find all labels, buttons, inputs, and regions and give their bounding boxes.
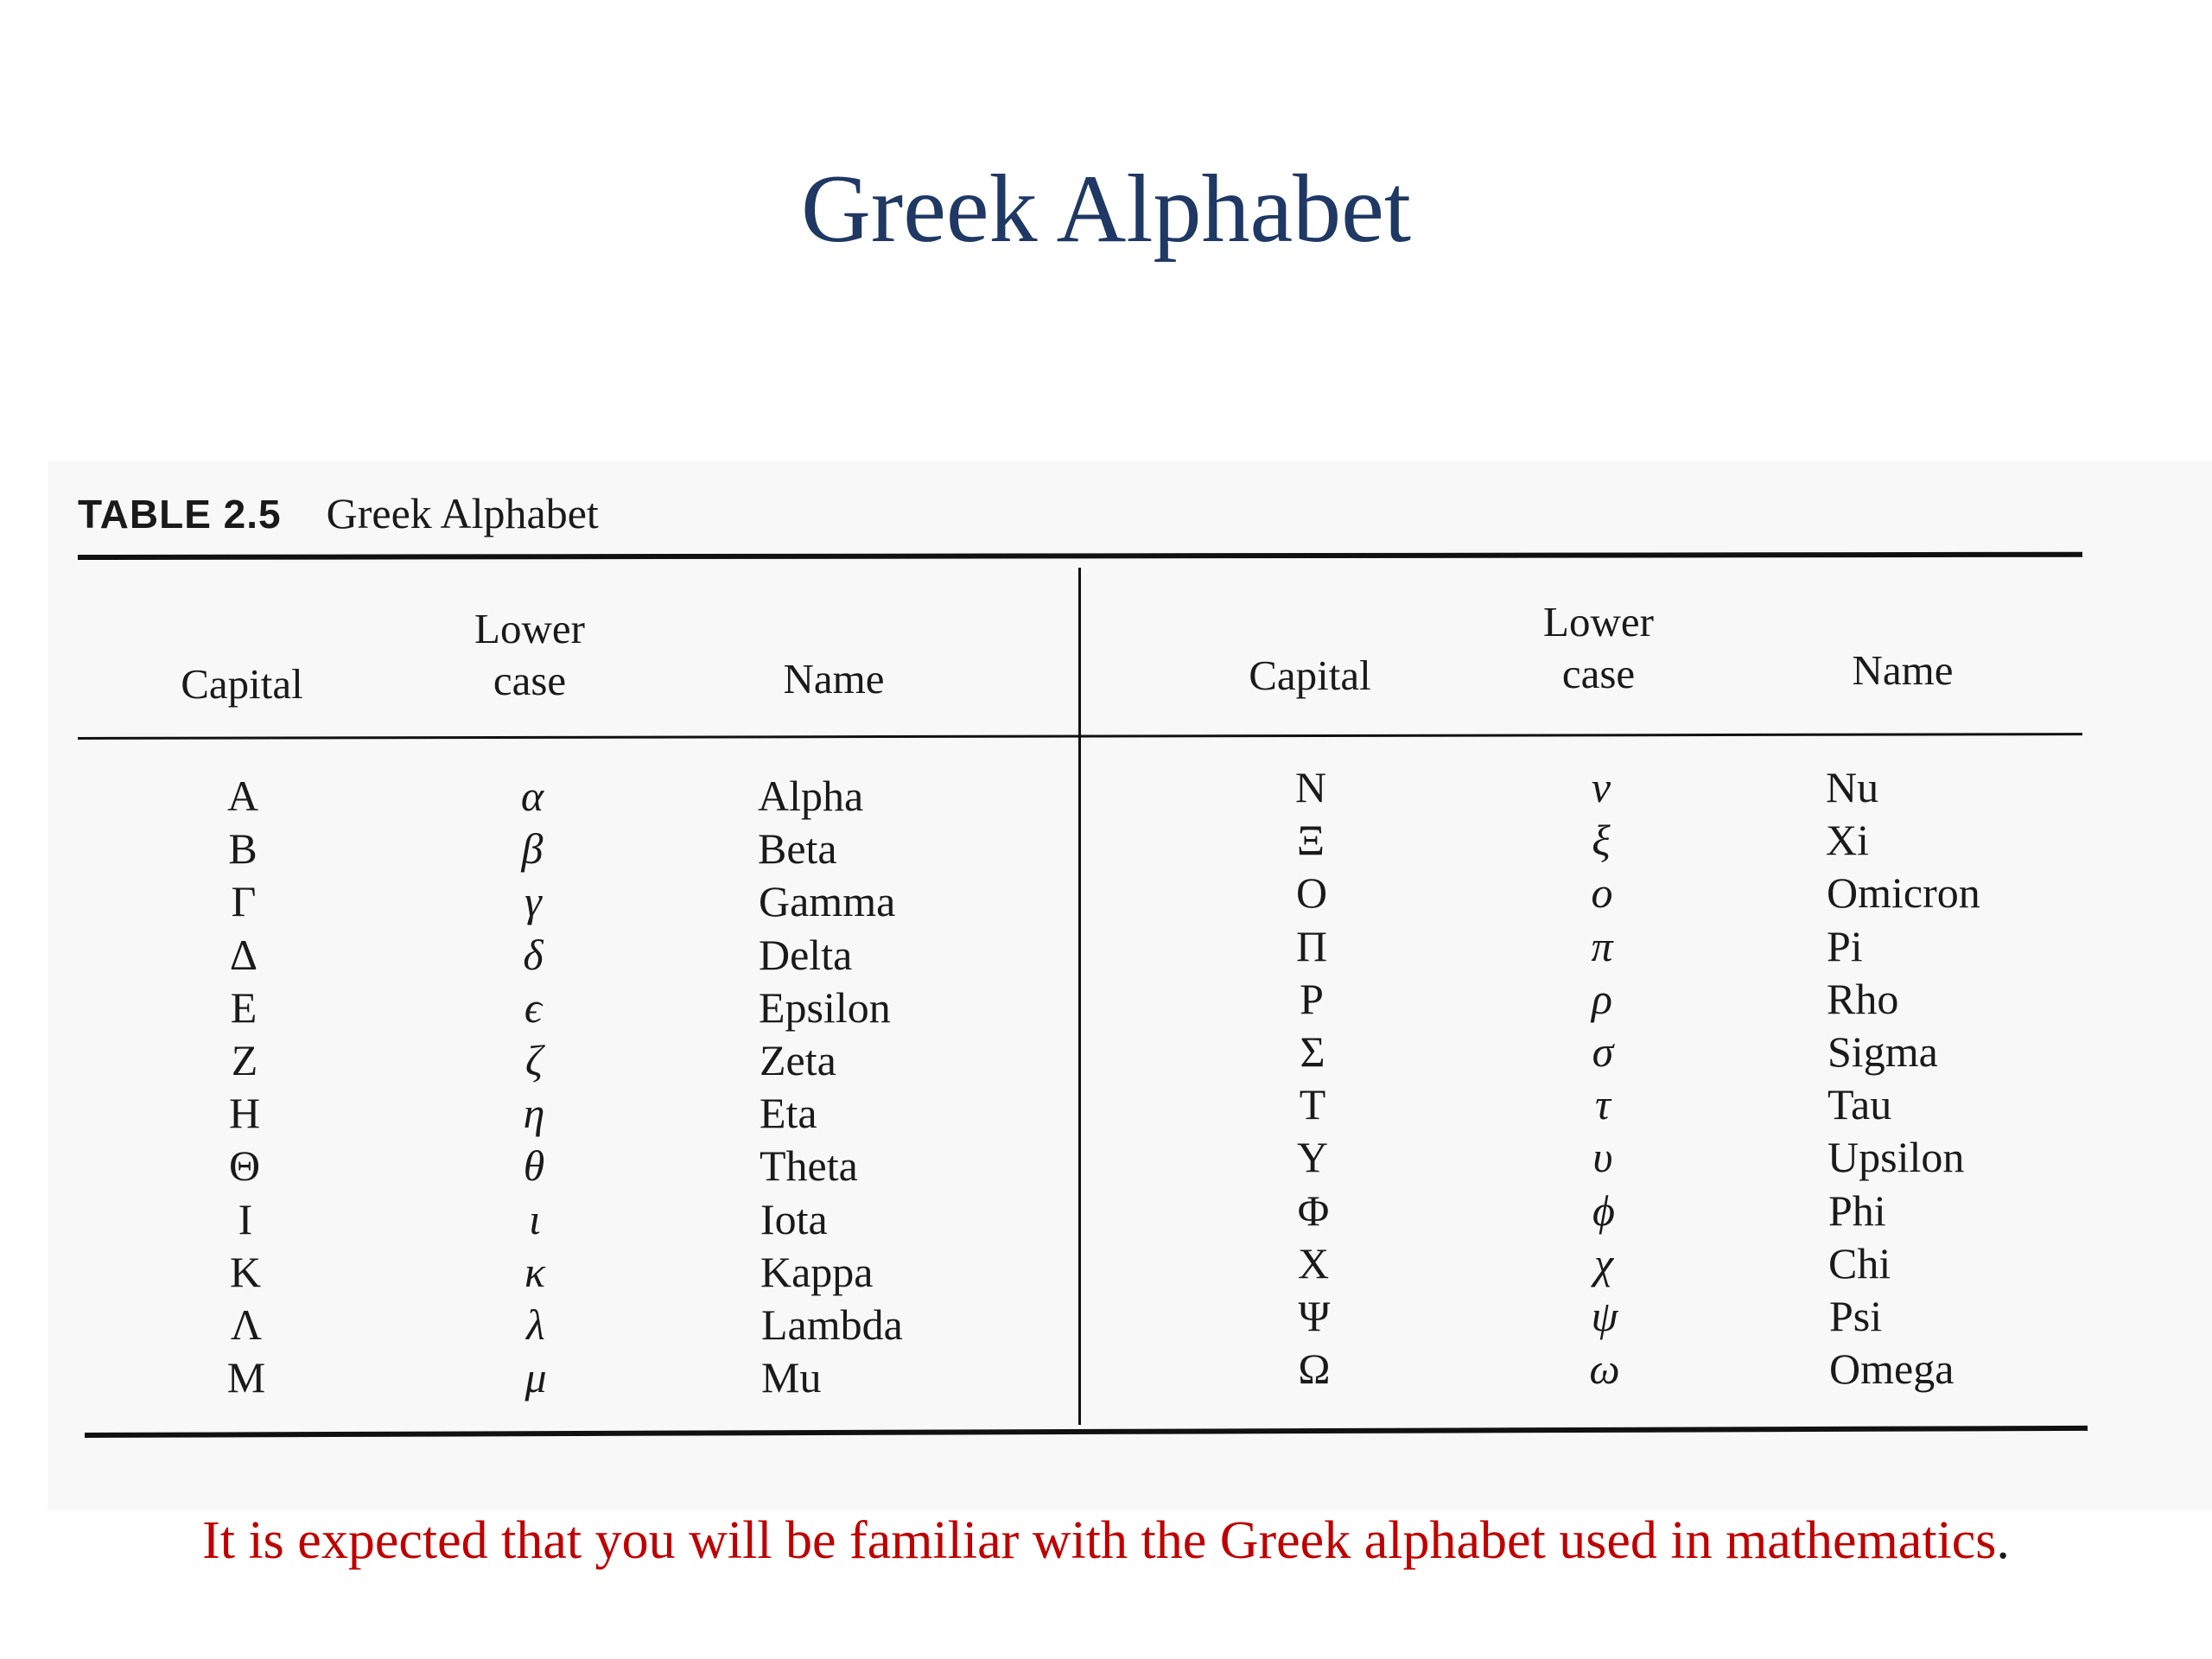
capital-letter: Δ <box>229 930 258 979</box>
lowercase-letter: ξ <box>1592 816 1611 865</box>
lowercase-letter: λ <box>526 1300 545 1349</box>
letter-name: Nu <box>1826 763 1879 811</box>
lowercase-letter: υ <box>1592 1133 1613 1182</box>
lowercase-letter: ϕ <box>1592 1185 1615 1235</box>
letter-name: Kappa <box>760 1247 874 1296</box>
letter-name: Iota <box>760 1194 828 1243</box>
lowercase-letter: σ <box>1592 1027 1614 1076</box>
lowercase-letter: χ <box>1594 1238 1613 1287</box>
letter-name: Rho <box>1827 974 1899 1023</box>
capital-letter: O <box>1295 868 1328 918</box>
lowercase-letter: ρ <box>1592 974 1612 1023</box>
capital-letter: M <box>226 1353 266 1402</box>
capital-letter: B <box>228 824 257 874</box>
lowercase-letter: ζ <box>524 1036 543 1084</box>
lowercase-letter: ι <box>529 1194 541 1243</box>
letter-name: Lambda <box>761 1300 903 1349</box>
table-caption <box>78 488 599 540</box>
capital-letter: T <box>1299 1080 1326 1129</box>
header-lowercase-left <box>400 603 659 707</box>
header-lower-line2: case <box>1561 650 1636 697</box>
capital-letter: Σ <box>1300 1027 1325 1076</box>
table-number: TABLE 2.5 <box>78 492 282 537</box>
letter-name: Sigma <box>1827 1027 1938 1076</box>
header-lower-line1: Lower <box>1543 598 1654 645</box>
capital-letter: K <box>229 1247 262 1296</box>
header-name-left: Name <box>783 655 885 702</box>
header-lowercase-right <box>1469 596 1728 700</box>
lowercase-letter: π <box>1591 921 1613 970</box>
capital-letter: Ψ <box>1298 1292 1331 1340</box>
lowercase-letter: κ <box>524 1247 545 1296</box>
lowercase-letter: ψ <box>1591 1292 1618 1340</box>
lowercase-letter: δ <box>523 930 543 979</box>
lowercase-letter: ν <box>1591 763 1611 811</box>
footnote-text: It is expected that you will be familiar with the Greek alphabet used in mathematics <box>202 1511 1997 1570</box>
lowercase-letter: τ <box>1595 1080 1611 1129</box>
lowercase-letter: ω <box>1589 1344 1620 1394</box>
letter-name: Delta <box>759 930 853 979</box>
letter-name: Alpha <box>758 772 864 820</box>
capital-letter: Ξ <box>1296 816 1325 865</box>
letter-name: Eta <box>760 1089 817 1138</box>
lowercase-letter: α <box>520 772 544 820</box>
header-lower-line1: Lower <box>474 605 585 652</box>
capital-letter: Λ <box>230 1300 263 1349</box>
header-lower-line2: case <box>493 657 567 704</box>
letter-name: Chi <box>1828 1238 1891 1287</box>
letter-name: Zeta <box>760 1036 836 1084</box>
letter-name: Theta <box>760 1141 858 1191</box>
letter-name: Gamma <box>759 877 896 926</box>
capital-letter: Π <box>1295 921 1328 970</box>
header-name-right: Name <box>1852 646 1954 694</box>
letter-name: Mu <box>761 1353 822 1402</box>
capital-letter: X <box>1297 1238 1330 1287</box>
table-column-divider <box>1078 568 1081 1425</box>
lowercase-letter: γ <box>524 877 542 926</box>
capital-letter: N <box>1294 763 1327 811</box>
footnote <box>0 1508 2212 1573</box>
capital-letter: I <box>238 1194 253 1243</box>
letter-name: Phi <box>1828 1185 1886 1235</box>
capital-letter: Ω <box>1298 1344 1331 1394</box>
capital-letter: Γ <box>231 877 257 926</box>
slide-title: Greek Alphabet <box>801 156 1411 263</box>
letter-name: Upsilon <box>1827 1133 1965 1182</box>
letter-name: Omega <box>1829 1344 1955 1394</box>
lowercase-letter: μ <box>524 1353 547 1402</box>
capital-letter: P <box>1300 974 1324 1023</box>
letter-name: Xi <box>1826 816 1869 865</box>
capital-letter: H <box>228 1089 261 1138</box>
lowercase-letter: β <box>521 824 543 874</box>
letter-name: Omicron <box>1827 868 1980 918</box>
header-capital-left: Capital <box>181 660 303 708</box>
letter-name: Beta <box>758 824 837 874</box>
capital-letter: E <box>230 982 257 1032</box>
table-caption-title: Greek Alphabet <box>326 489 599 537</box>
letter-name: Tau <box>1827 1080 1892 1129</box>
footnote-period: . <box>1996 1511 2010 1570</box>
letter-name: Epsilon <box>759 982 891 1032</box>
lowercase-letter: ϵ <box>524 982 543 1032</box>
lowercase-letter: o <box>1591 868 1613 918</box>
capital-letter: Z <box>231 1036 258 1084</box>
capital-letter: Θ <box>228 1141 261 1191</box>
lowercase-letter: θ <box>523 1141 545 1191</box>
capital-letter: Φ <box>1297 1185 1330 1235</box>
capital-letter: Υ <box>1296 1133 1329 1182</box>
header-capital-right: Capital <box>1249 652 1371 699</box>
capital-letter: A <box>226 772 259 820</box>
lowercase-letter: η <box>523 1089 545 1138</box>
letter-name: Pi <box>1827 921 1863 970</box>
letter-name: Psi <box>1829 1292 1883 1340</box>
